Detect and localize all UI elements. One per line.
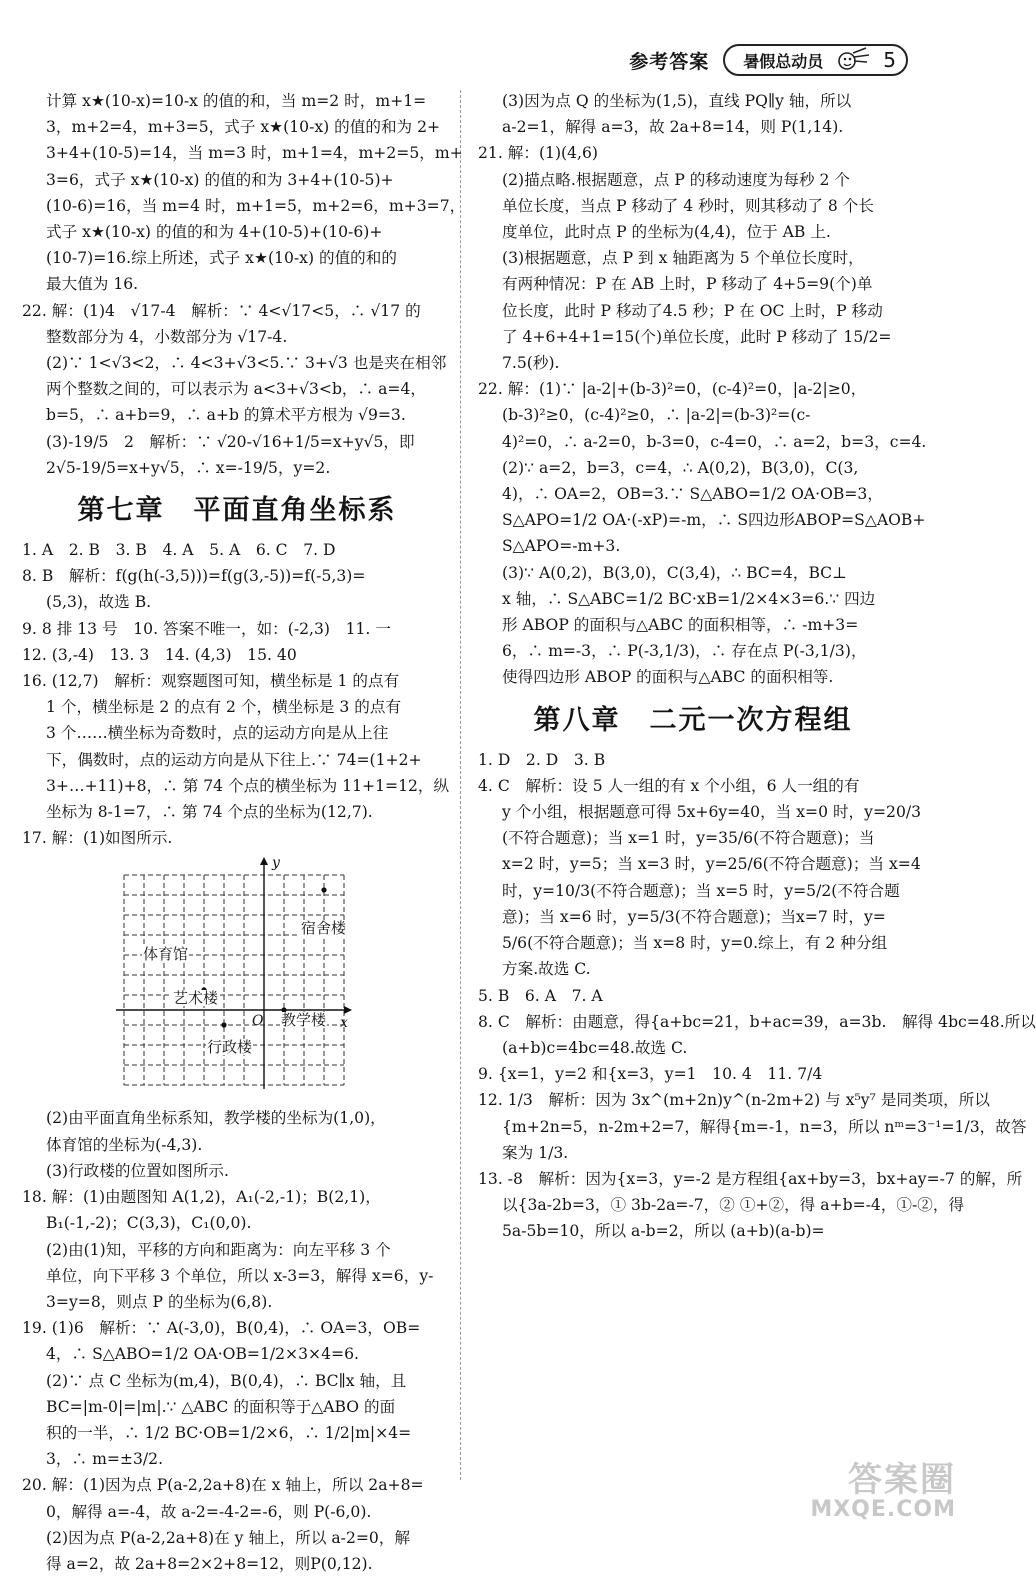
- label-admin-building: 行政楼: [207, 1038, 253, 1057]
- text-line: x 轴，∴ S△ABC=1/2 BC·xB=1/2×4×3=6.∵ 四边: [502, 589, 876, 608]
- text-line: 4. C 解析：设 5 人一组的有 x 个小组，6 人一组的有: [478, 776, 860, 795]
- watermark-bottom: MXQE.COM: [810, 1497, 956, 1522]
- text-line: b=5，∴ a+b=9，∴ a+b 的算术平方根为 √9=3.: [46, 406, 406, 425]
- text-line: a-2=1，解得 a=3，故 2a+8=14，则 P(1,14).: [502, 118, 844, 137]
- text-line: (a+b)c=4bc=48.故选 C.: [502, 1038, 688, 1057]
- text-line: 4)²=0，∴ a-2=0，b-3=0，c-4=0，∴ a=2，b=3，c=4.: [502, 432, 927, 451]
- text-line: 两个整数之间的，可以表示为 a<3+√3<b，∴ a=4，: [46, 380, 426, 399]
- text-line: (不符合题意)；当 x=1 时，y=35/6(不符合题意)；当: [502, 829, 875, 848]
- answer-block-right-2: [478, 747, 1036, 1245]
- text-line: (3)-19/5 2 解析：∵ √20-√16+1/5=x+y√5，即: [46, 432, 415, 451]
- text-line: (2)由(1)知，平移的方向和距离为：向左平移 3 个: [46, 1240, 391, 1259]
- watermark-top: 答案圈: [848, 1460, 956, 1500]
- text-line: (2)∵ 1<√3<2，∴ 4<3+√3<5.∵ 3+√3 也是夹在相邻: [46, 354, 447, 373]
- text-line: 坐标为 8-1=7，∴ 第 74 个点的坐标为(12,7).: [46, 803, 373, 822]
- text-line: 意)；当 x=6 时，y=5/3(不符合题意)；当x=7 时，y=: [502, 907, 886, 926]
- text-line: 式子 x★(10-x) 的值的和为 4+(10-5)+(10-6)+: [46, 223, 383, 242]
- text-line: 3=y=8，则点 P 的坐标为(6,8).: [46, 1292, 273, 1311]
- x-axis-label: x: [340, 1015, 348, 1032]
- text-line: 12. (3,-4) 13. 3 14. (4,3) 15. 40: [22, 645, 297, 664]
- text-line: x=2 时，y=5；当 x=3 时，y=25/6(不符合题意)；当 x=4: [502, 855, 921, 874]
- chapter-7-title: 第七章 平面直角坐标系: [77, 495, 397, 527]
- text-line: 位长度，此时 P 移动了4.5 秒；P 在 OC 上时，P 移动: [502, 301, 883, 320]
- grid-svg: [94, 855, 354, 1101]
- label-dormitory: 宿舍楼: [301, 919, 347, 938]
- text-line: 3，m+2=4，m+3=5，式子 x★(10-x) 的值的和为 2+: [46, 118, 441, 137]
- text-line: (3)根据题意，点 P 到 x 轴距离为 5 个单位长度时，: [502, 249, 864, 268]
- text-line: (5,3)，故选 B.: [46, 593, 152, 612]
- text-line: y 个小组，根据题意可得 5x+6y=40，当 x=0 时，y=20/3: [502, 803, 922, 822]
- text-line: 12. 1/3 解析：因为 3x^(m+2n)y^(n-2m+2) 与 x⁵y⁷ 是同类项，所以: [478, 1091, 990, 1110]
- text-line: 0，解得 a=-4，故 a-2=-4-2=-6，则 P(-6,0).: [46, 1502, 372, 1521]
- text-line: 19. (1)6 解析：∵ A(-3,0)，B(0,4)，∴ OA=3，OB=: [22, 1319, 421, 1338]
- text-line: 最大值为 16.: [46, 275, 139, 294]
- text-line: (3)∵ A(0,2)，B(3,0)，C(3,4)，∴ BC=4，BC⊥: [502, 563, 847, 582]
- text-line: 使得四边形 ABOP 的面积与△ABC 的面积相等.: [502, 668, 834, 687]
- text-line: 1 个，横坐标是 2 的点有 2 个，横坐标是 3 的点有: [46, 698, 402, 717]
- text-line: (10-6)=16，当 m=4 时，m+1=5，m+2=6，m+3=7，: [46, 196, 466, 215]
- answer-block-left-4: [22, 1105, 452, 1577]
- label-teaching-building: 教学楼: [281, 1011, 327, 1030]
- text-line: 22. 解：(1)∵ |a-2|+(b-3)²=0，(c-4)²=0，|a-2|≥0，: [478, 380, 867, 399]
- text-line: 18. 解：(1)由题图知 A(1,2)，A₁(-2,-1)；B(2,1)，: [22, 1188, 381, 1207]
- text-line: 时，y=10/3(不符合题意)；当 x=5 时，y=5/2(不符合题: [502, 881, 900, 900]
- text-line: (2)由平面直角坐标系知，教学楼的坐标为(1,0)，: [46, 1109, 386, 1128]
- text-line: 方案.故选 C.: [502, 960, 591, 979]
- text-line: 下，偶数时，点的运动方向是从下往上.∵ 74=(1+2+: [46, 750, 422, 769]
- text-line: 20. 解：(1)因为点 P(a-2,2a+8)在 x 轴上，所以 2a+8=: [22, 1476, 424, 1495]
- text-line: 5. B 6. A 7. A: [478, 986, 603, 1005]
- text-line: {m+2n=5，n-2m+2=7，解得{m=-1，n=3，所以 nᵐ=3⁻¹=1/3，故答: [502, 1117, 1027, 1136]
- text-line: 17. 解：(1)如图所示.: [22, 829, 173, 848]
- text-line: 9. {x=1，y=2 和{x=3，y=1 10. 4 11. 7/4: [478, 1065, 823, 1084]
- text-line: 5a-5b=10，所以 a-b=2，所以 (a+b)(a-b)=: [502, 1222, 825, 1241]
- right-column: [478, 88, 1036, 1245]
- text-line: 7.5(秒).: [502, 354, 560, 373]
- text-line: 积的一半，∴ 1/2 BC·OB=1/2×6，∴ 1/2|m|×4=: [46, 1423, 412, 1442]
- text-line: 形 ABOP 的面积与△ABC 的面积相等，∴ -m+3=: [502, 616, 859, 635]
- answer-block-left-2: [22, 298, 452, 481]
- text-line: 4，∴ S△ABO=1/2 OA·OB=1/2×3×4=6.: [46, 1345, 359, 1364]
- text-line: 了 4+6+4+1=15(个)单位长度，此时 P 移动了 15/2=: [502, 327, 892, 346]
- origin-label: O: [252, 1013, 264, 1030]
- text-line: S△APO=-m+3.: [502, 537, 621, 556]
- text-line: 体育馆的坐标为(-4,3).: [46, 1135, 203, 1154]
- coordinate-grid-figure: [94, 855, 354, 1101]
- header-brand: 暑假总动员: [743, 51, 824, 71]
- text-line: 2√5-19/5=x+y√5，∴ x=-19/5，y=2.: [46, 458, 331, 477]
- text-line: 得 a=2，故 2a+8=2×2+8=12，则P(0,12).: [46, 1554, 373, 1573]
- text-line: BC=|m-0|=|m|.∵ △ABC 的面积等于△ABO 的面: [46, 1397, 396, 1416]
- page-number: 5: [883, 48, 896, 72]
- text-line: 22. 解：(1)4 √17-4 解析：∵ 4<√17<5，∴ √17 的: [22, 301, 421, 320]
- text-line: 整数部分为 4，小数部分为 √17-4.: [46, 327, 288, 346]
- text-line: (10-7)=16.综上所述，式子 x★(10-x) 的值的和的: [46, 249, 397, 268]
- y-axis-label: y: [272, 855, 280, 872]
- text-line: S△APO=1/2 OA·(-xP)=-m，∴ S四边形ABOP=S△AOB+: [502, 511, 926, 530]
- text-line: 5/6(不符合题意)；当 x=8 时，y=0.综上，有 2 种分组: [502, 934, 888, 953]
- page-header: [629, 44, 908, 76]
- text-line: 计算 x★(10-x)=10-x 的值的和，当 m=2 时，m+1=: [46, 92, 427, 110]
- text-line: (2)∵ 点 C 坐标为(m,4)，B(0,4)，∴ BC∥x 轴，且: [46, 1371, 407, 1390]
- label-art-building: 艺术楼: [173, 989, 219, 1008]
- text-line: B₁(-1,-2)；C(3,3)，C₁(0,0).: [46, 1214, 252, 1233]
- watermark: [804, 1452, 964, 1522]
- text-line: (3)因为点 Q 的坐标为(1,5)，直线 PQ∥y 轴，所以: [502, 92, 852, 110]
- text-line: 6，∴ m=-3，∴ P(-3,1/3)，∴ 存在点 P(-3,1/3)，: [502, 642, 867, 661]
- text-line: (3)行政楼的位置如图所示.: [46, 1161, 229, 1180]
- text-line: 案为 1/3.: [502, 1143, 569, 1162]
- answer-block-right-1: [478, 88, 927, 691]
- text-line: 单位，向下平移 3 个单位，所以 x-3=3，解得 x=6，y-: [46, 1266, 434, 1285]
- text-line: (2)因为点 P(a-2,2a+8)在 y 轴上，所以 a-2=0，解: [46, 1528, 411, 1547]
- text-line: 3，∴ m=±3/2.: [46, 1450, 164, 1469]
- column-divider: [460, 90, 461, 1480]
- text-line: 3+…+11)+8，∴ 第 74 个点的横坐标为 11+1=12，纵: [46, 776, 450, 795]
- label-gym: 体育馆: [143, 945, 189, 964]
- text-line: 16. (12,7) 解析：观察题图可知，横坐标是 1 的点有: [22, 672, 400, 691]
- text-line: 1. D 2. D 3. B: [478, 750, 606, 769]
- text-line: 3+4+(10-5)=14，当 m=3 时，m+1=4，m+2=5，m+: [46, 144, 463, 163]
- text-line: 单位长度，当点 P 移动了 4 秒时，则其移动了 8 个长: [502, 196, 874, 215]
- header-title: 参考答案: [629, 50, 710, 73]
- text-line: (2)描点略.根据题意，点 P 的移动速度为每秒 2 个: [502, 170, 850, 189]
- text-line: 13. -8 解析：因为{x=3，y=-2 是方程组{ax+by=3，bx+ay=-7 的解，所: [478, 1169, 1023, 1188]
- text-line: 4)，∴ OA=2，OB=3.∵ S△ABO=1/2 OA·OB=3，: [502, 485, 883, 504]
- text-line: (2)∵ a=2，b=3，c=4，∴ A(0,2)，B(3,0)，C(3,: [502, 458, 859, 477]
- text-line: 8. B 解析：f(g(h(-3,5)))=f(g(3,-5))=f(-5,3)=: [22, 567, 366, 586]
- text-line: 9. 8 排 13 号 10. 答案不唯一，如：(-2,3) 11. 一: [22, 619, 391, 638]
- text-line: 3 个……横坐标为奇数时，点的运动方向是从上往: [46, 724, 389, 743]
- text-line: 21. 解：(1)(4,6): [478, 144, 598, 163]
- text-line: 度单位，此时点 P 的坐标为(4,4)，位于 AB 上.: [502, 223, 831, 242]
- text-line: 3=6，式子 x★(10-x) 的值的和为 3+4+(10-5)+: [46, 170, 394, 189]
- text-line: (b-3)²≥0，(c-4)²≥0，∴ |a-2|=(b-3)²=(c-: [502, 406, 811, 425]
- answer-block-left-1: [22, 88, 466, 298]
- text-line: 1. A 2. B 3. B 4. A 5. A 6. C 7. D: [22, 541, 336, 560]
- left-column: [22, 88, 466, 1577]
- chapter-8-title: 第八章 二元一次方程组: [533, 704, 853, 736]
- header-badge: [723, 44, 908, 76]
- mascot-icon: [833, 45, 873, 75]
- answer-block-left-3: [22, 537, 452, 851]
- text-line: 8. C 解析：由题意，得{a+bc=21，b+ac=39，a=3b. 解得 4bc=48.所以: [478, 1012, 1036, 1031]
- text-line: 以{3a-2b=3，① 3b-2a=-7，② ①+②，得 a+b=-4，①-②，得: [502, 1196, 965, 1215]
- text-line: 有两种情况：P 在 AB 上时，P 移动了 4+5=9(个)单: [502, 275, 873, 294]
